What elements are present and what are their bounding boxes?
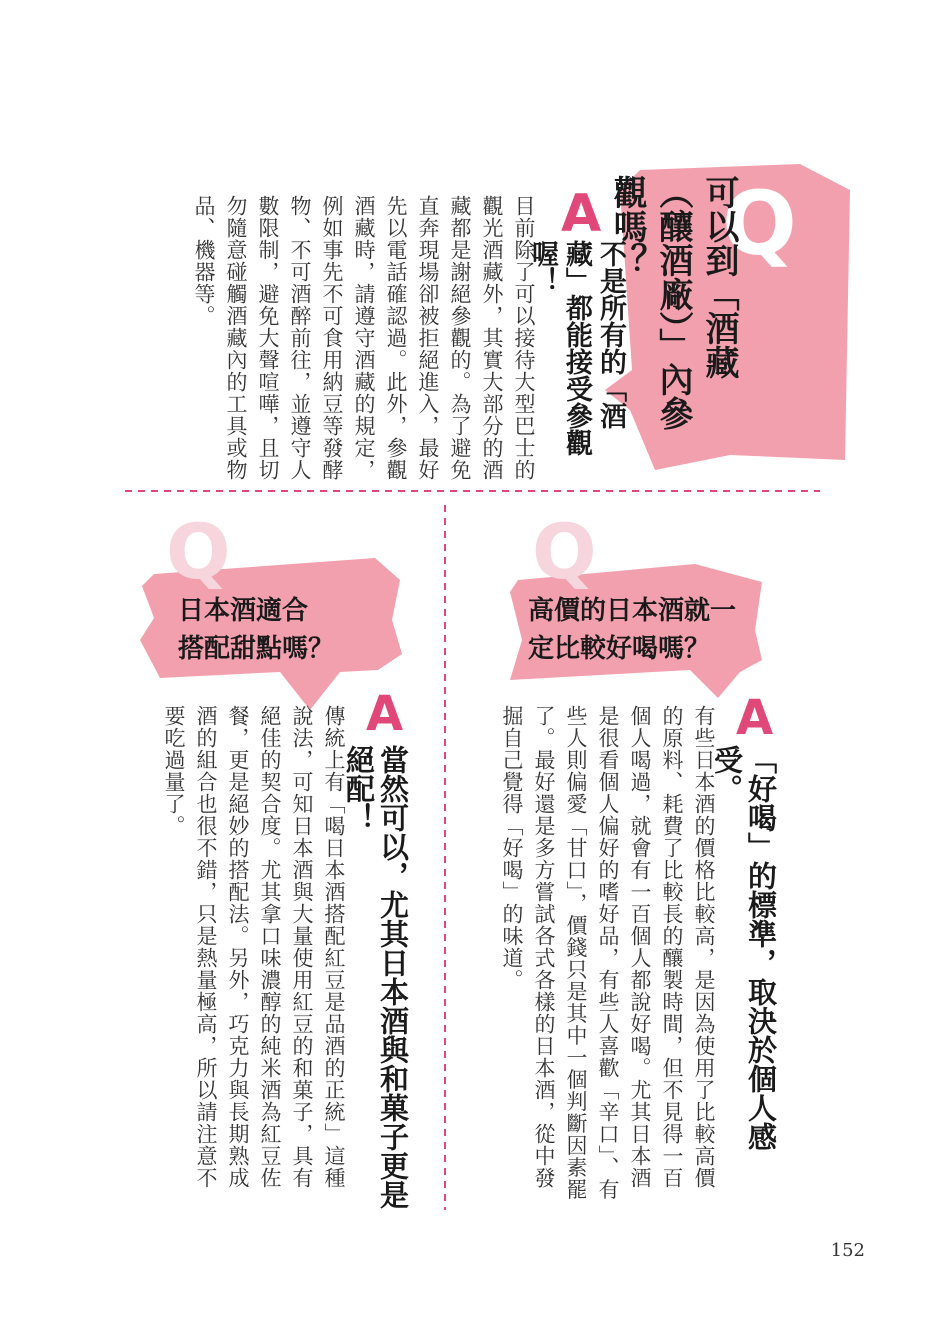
q3-question-line2: 搭配甜點嗎？: [178, 634, 335, 664]
q3-q-icon: Q: [166, 507, 231, 596]
q1-answer: 不是所有的「酒藏」都能接受參觀喔！: [527, 240, 626, 456]
q1-question: 可以到「酒藏（釀酒廠）」內參觀嗎？: [607, 175, 739, 430]
q1-a-icon: A: [561, 184, 602, 244]
q3-question-line1: 日本酒適合: [178, 596, 309, 626]
q2-question-line2: 定比較好喝嗎？: [528, 634, 711, 664]
q1-body: 目前除了可以接待大型巴士的觀光酒藏外，其實大部分的酒藏都是謝絕參觀的。為了避免直奔現場卻被拒絕進入，最好先以電話確認過。此外，參觀酒藏時，請遵守酒藏的規定，例如事先不可食用納豆等發酵物、不可酒醉前往，並遵守人數限制，避免大聲喧嘩，且切勿隨意碰觸酒藏內的工具或物品、機器等。: [192, 195, 536, 481]
q3-body: 傳統上有「喝日本酒搭配紅豆是品酒的正統」這種說法，可知日本酒與大量使用紅豆的和菓子，具有絕佳的契合度。尤其拿口味濃醇的純米酒為紅豆佐餐，更是絕妙的搭配法。另外，巧克力與長期熟成酒的組合也很不錯，只是熱量極高，所以請注意不要吃過量了。: [162, 705, 346, 1189]
q2-q-icon: Q: [532, 507, 597, 596]
q2-question-line1: 高價的日本酒就一: [528, 596, 737, 626]
q2-answer: 「好喝」的標準，取決於個人感受。: [710, 745, 778, 1151]
page-number: 152: [830, 1240, 865, 1261]
q3-answer: 當然可以，尤其日本酒與和菓子更是絕配！: [342, 745, 410, 1209]
q1-q-icon: Q: [722, 172, 797, 275]
q3-a-icon: A: [366, 686, 404, 742]
q2-a-icon: A: [736, 690, 774, 746]
q2-body: 有些日本酒的價格比較高，是因為使用了比較高價的原料、耗費了比較長的釀製時間，但不見得一百個人喝過，就會有一百個人都說好喝。尤其日本酒是很看個人偏好的嗜好品，有些人喜歡「辛口」、有些人則偏愛「甘口」，價錢只是其中一個判斷因素罷了。最好還是多方嘗試各式各樣的日本酒，從中發掘自己覺得「好喝」的味道。: [500, 705, 716, 1201]
